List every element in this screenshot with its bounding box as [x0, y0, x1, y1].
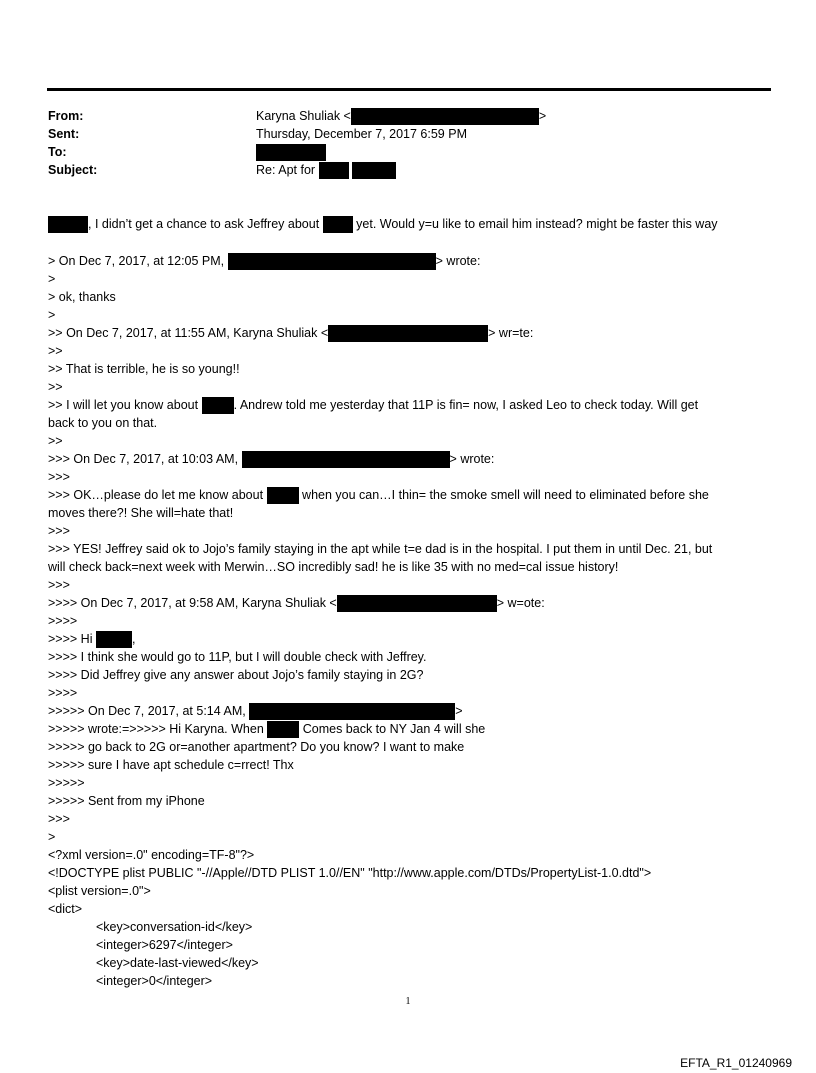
body-line: >: [48, 830, 56, 844]
body-line: <dict>: [48, 902, 83, 916]
sent-label: Sent:: [48, 127, 80, 141]
redaction: [256, 144, 326, 161]
body-line: > ok, thanks: [48, 290, 116, 304]
redaction: [319, 162, 349, 179]
body-line: >>>> Did Jeffrey give any answer about Jojo’s family staying in 2G?: [48, 668, 424, 682]
body-line: <integer>6297</integer>: [96, 938, 233, 952]
body-line: <integer>0</integer>: [96, 974, 213, 988]
redaction: [202, 397, 234, 414]
subject-value: Re: Apt for: [256, 161, 396, 179]
body-line: >> On Dec 7, 2017, at 11:55 AM, Karyna Shuliak < > wr=te:: [48, 324, 533, 342]
body-line: will check back=next week with Merwin…SO incredibly sad! he is like 35 with no med=cal issue history!: [48, 560, 619, 574]
body-line: <key>date-last-viewed</key>: [96, 956, 259, 970]
redaction: [267, 721, 299, 738]
body-line: >>> OK…please do let me know about when you can…I thin= the smoke smell will need to eliminated before she: [48, 486, 709, 504]
redaction: [323, 216, 353, 233]
body-line: >: [48, 272, 56, 286]
from-name: Karyna Shuliak <: [256, 109, 351, 123]
header-rule: [47, 88, 771, 91]
to-value: [256, 143, 326, 161]
body-line: >>>: [48, 812, 70, 826]
body-line: >>> YES! Jeffrey said ok to Jojo’s family staying in the apt while t=e dad is in the hospital. I put them in until Dec. 21, but: [48, 542, 713, 556]
body-line: <!DOCTYPE plist PUBLIC "-//Apple//DTD PLIST 1.0//EN" "http://www.apple.com/DTDs/PropertyList-1.0.dtd">: [48, 866, 652, 880]
sent-value: Thursday, December 7, 2017 6:59 PM: [256, 127, 467, 141]
page-number: 1: [405, 996, 411, 1007]
body-line: >> I will let you know about . Andrew told me yesterday that 11P is fin= now, I asked Leo to check today. Will get: [48, 396, 698, 414]
body-line: >>>>> Sent from my iPhone: [48, 794, 205, 808]
body-line: > On Dec 7, 2017, at 12:05 PM, > wrote:: [48, 252, 480, 270]
body-line: >>>>: [48, 614, 78, 628]
redaction: [351, 108, 539, 125]
body-line: >>>>> go back to 2G or=another apartment? Do you know? I want to make: [48, 740, 465, 754]
body-line: >>>> On Dec 7, 2017, at 9:58 AM, Karyna Shuliak < > w=ote:: [48, 594, 545, 612]
body-line: >>> On Dec 7, 2017, at 10:03 AM, > wrote:: [48, 450, 494, 468]
body-line: >>>> Hi ,: [48, 630, 135, 648]
body-line: >> That is terrible, he is so young!!: [48, 362, 240, 376]
body-line: >>>: [48, 524, 70, 538]
redaction: [242, 451, 450, 468]
body-line: >>>: [48, 470, 70, 484]
from-label: From:: [48, 109, 84, 123]
redaction: [96, 631, 132, 648]
body-line: >>>> I think she would go to 11P, but I will double check with Jeffrey.: [48, 650, 427, 664]
redaction: [267, 487, 299, 504]
body-line: >>>>> wrote:=>>>>> Hi Karyna. When Comes back to NY Jan 4 will she: [48, 720, 485, 738]
body-line: >>>>: [48, 686, 78, 700]
subject-label: Subject:: [48, 163, 98, 177]
body-line: <key>conversation-id</key>: [96, 920, 253, 934]
from-value: [256, 107, 546, 125]
redaction: [228, 253, 436, 270]
redaction: [48, 216, 88, 233]
to-label: To:: [48, 145, 67, 159]
body-line: >: [48, 308, 56, 322]
body-line: >>: [48, 380, 63, 394]
body-line: >>>>> On Dec 7, 2017, at 5:14 AM, >: [48, 702, 463, 720]
body-line: , I didn’t get a chance to ask Jeffrey about yet. Would y=u like to email him instead? might be faster this way: [48, 215, 718, 233]
redaction: [337, 595, 497, 612]
body-line: >>>>> sure I have apt schedule c=rrect! Thx: [48, 758, 294, 772]
body-line: >>: [48, 344, 63, 358]
body-line: >>: [48, 434, 63, 448]
document-id: EFTA_R1_01240969: [680, 1056, 792, 1070]
redaction: [328, 325, 488, 342]
redaction: [249, 703, 455, 720]
body-line: <plist version=.0">: [48, 884, 151, 898]
body-line: <?xml version=.0" encoding=TF-8"?>: [48, 848, 255, 862]
from-tail: >: [538, 109, 547, 123]
body-line: back to you on that.: [48, 416, 158, 430]
body-line: >>>>>: [48, 776, 85, 790]
body-line: >>>: [48, 578, 70, 592]
redaction: [352, 162, 396, 179]
body-line: moves there?! She will=hate that!: [48, 506, 234, 520]
